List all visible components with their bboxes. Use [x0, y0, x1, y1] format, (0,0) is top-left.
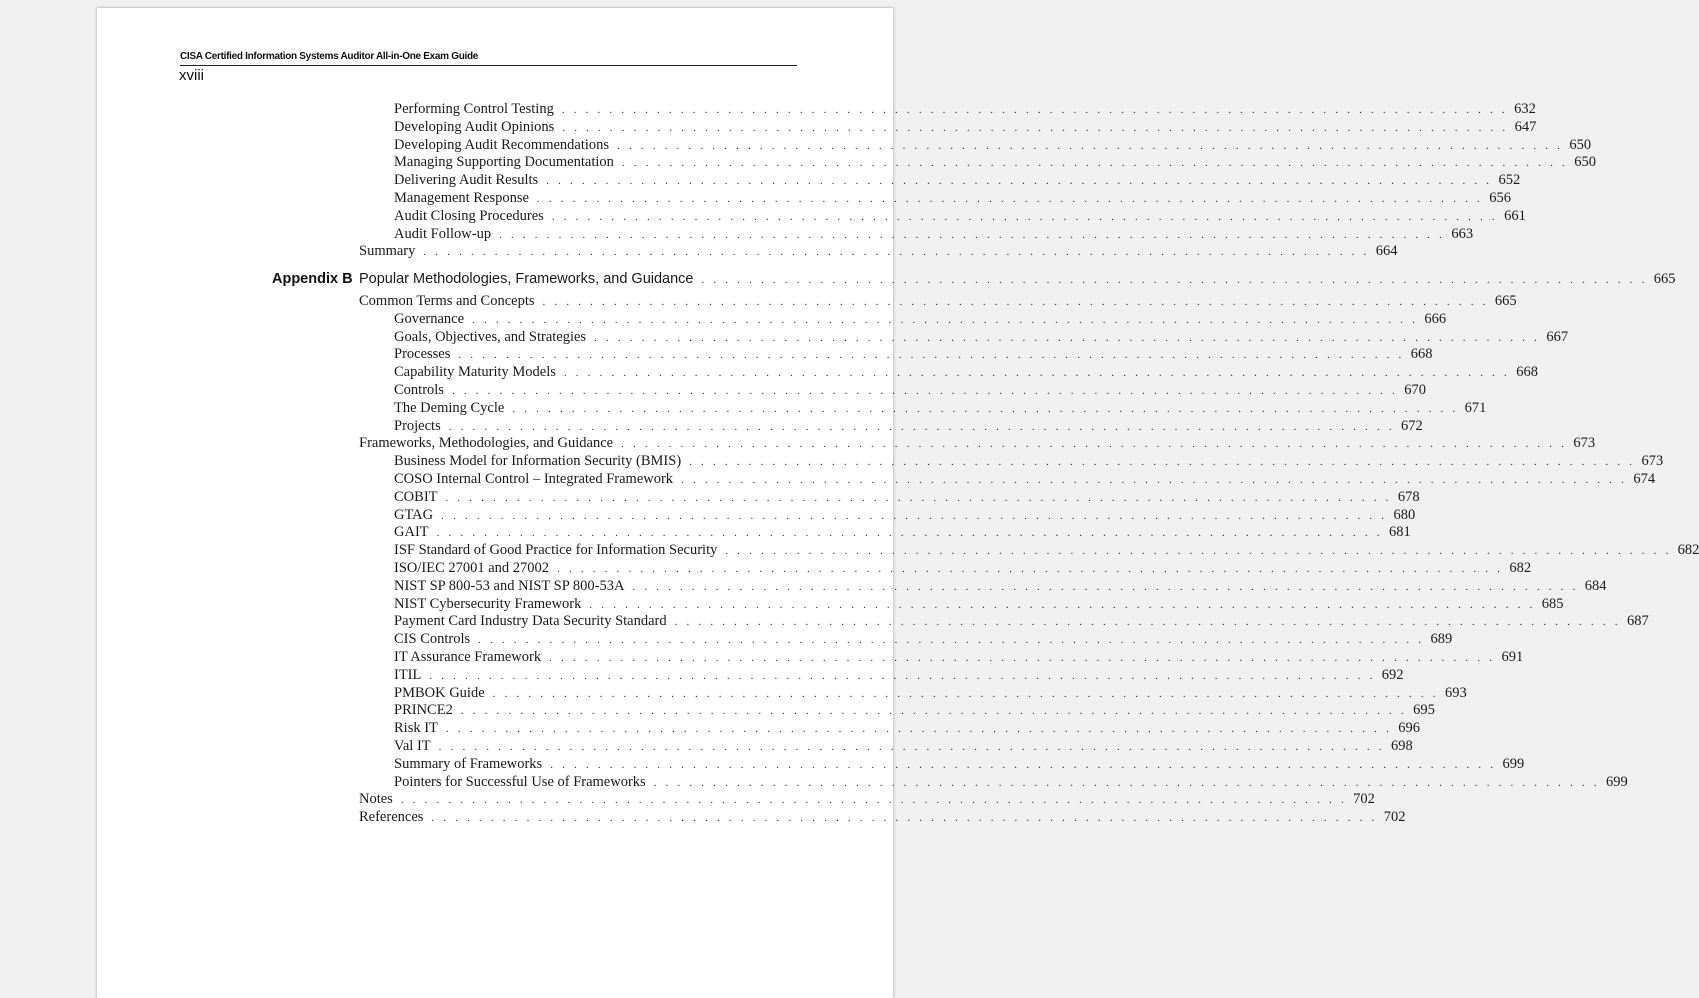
toc-entry [97, 434, 1596, 452]
toc-entry [97, 541, 1699, 559]
toc-entry [97, 737, 1413, 755]
toc-entry-title: Val IT [394, 738, 431, 754]
toc-entry-title: PRINCE2 [394, 702, 453, 718]
toc-entry-title: Notes [359, 791, 393, 807]
toc-entry [97, 417, 1423, 435]
leader-dots: . . . . . . . . . . . . . . . . . . . . . . . . . . . . . . . . . . . . . . . . . . . . . . . . . . . . . . . . . . . . . . . . . . . . . . . . . . . . . . . . [448, 421, 1395, 433]
toc-entry-page: 656 [1489, 190, 1511, 206]
toc-entry-title: Processes [394, 346, 451, 362]
toc-entry-page: 685 [1541, 596, 1564, 612]
toc-entry-title: Frameworks, Methodologies, and Guidance [359, 435, 614, 451]
toc-entry-title: ITIL [394, 667, 422, 683]
toc-entry [97, 506, 1416, 524]
toc-entry-title: The Deming Cycle [394, 400, 505, 416]
appendix-page: 665 [1653, 271, 1676, 287]
toc-entry-title: Audit Follow-up [394, 226, 492, 242]
toc-entry-title: ISO/IEC 27001 and 27002 [394, 560, 550, 576]
leader-dots: . . . . . . . . . . . . . . . . . . . . . . . . . . . . . . . . . . . . . . . . . . . . . . . . . . . . . . . . . . . . . . . . . . . . . . . . . . . . . . . . [438, 741, 1385, 753]
toc-entry [97, 328, 1569, 346]
toc-entry [97, 808, 1406, 826]
appendix-heading [97, 270, 1676, 288]
toc-entry-title: References [359, 809, 424, 825]
leader-dots: . . . . . . . . . . . . . . . . . . . . . . . . . . . . . . . . . . . . . . . . . . . . . . . . . . . . . . . . . . . . . . . . . . . . . . . . . . . . . . . . [594, 332, 1541, 344]
toc-entry-title: Audit Closing Procedures [394, 208, 544, 224]
toc-entry-title: Performing Control Testing [394, 101, 554, 117]
toc-entry-title: Governance [394, 311, 465, 327]
toc-entry [97, 381, 1427, 399]
toc-entry [97, 399, 1487, 417]
toc-entry [97, 153, 1596, 171]
toc-entry-page: 632 [1514, 101, 1536, 117]
leader-dots: . . . . . . . . . . . . . . . . . . . . . . . . . . . . . . . . . . . . . . . . . . . . . . . . . . . . . . . . . . . . . . . . . . . . . . . . . . . . . . . . [536, 193, 1483, 205]
toc-entry [97, 773, 1628, 791]
toc-entry [97, 189, 1511, 207]
toc-entry-title: COBIT [394, 489, 438, 505]
leader-dots: . . . . . . . . . . . . . . . . . . . . . . . . . . . . . . . . . . . . . . . . . . . . . . . . . . . . . . . . . . . . . . . . . . . . . . . . . . . . . . . . [445, 492, 1392, 504]
leader-dots: . . . . . . . . . . . . . . . . . . . . . . . . . . . . . . . . . . . . . . . . . . . . . . . . . . . . . . . . . . . . . . . . . . . . . . . . . . . . . . . . [472, 314, 1419, 326]
toc-entry-page: 682 [1509, 560, 1532, 576]
toc-entry-title: NIST Cybersecurity Framework [394, 596, 582, 612]
toc-entry [97, 790, 1375, 808]
leader-dots: . . . . . . . . . . . . . . . . . . . . . . . . . . . . . . . . . . . . . . . . . . . . . . . . . . . . . . . . . . . . . . . . . . . . . . . . . . . . . . . . [621, 157, 1568, 169]
toc-entry [97, 470, 1656, 488]
toc-entry-page: 678 [1397, 489, 1420, 505]
toc-entry-title: NIST SP 800-53 and NIST SP 800-53A [394, 578, 625, 594]
toc-entry-page: 684 [1584, 578, 1607, 594]
leader-dots: . . . . . . . . . . . . . . . . . . . . . . . . . . . . . . . . . . . . . . . . . . . . . . . . . . . . . . . . . . . . . . . . . . . . . . . . . . . . . . . . [429, 670, 1376, 682]
toc-entry-page: 691 [1501, 649, 1524, 665]
toc-entry [97, 755, 1525, 773]
toc-entry-page: 668 [1410, 346, 1433, 362]
leader-dots: . . . . . . . . . . . . . . . . . . . . . . . . . . . . . . . . . . . . . . . . . . . . . . . . . . . . . . . . . . . . . . . . . . . . . . . . . . . . . . . . [689, 456, 1636, 468]
leader-dots: . . . . . . . . . . . . . . . . . . . . . . . . . . . . . . . . . . . . . . . . . . . . . . . . . . . . . . . . . . . . . . . . . . . . . . . . . . . . . . . . [617, 140, 1564, 152]
leader-dots: . . . . . . . . . . . . . . . . . . . . . . . . . . . . . . . . . . . . . . . . . . . . . . . . . . . . . . . . . . . . . . . . . . . . . . . . . . . . . . . . [549, 652, 1496, 664]
leader-dots: . . . . . . . . . . . . . . . . . . . . . . . . . . . . . . . . . . . . . . . . . . . . . . . . . . . . . . . . . . . . . . . . . . . . . . . . . . . . . . . . [621, 438, 1568, 450]
toc-entry [97, 171, 1521, 189]
toc-entry-title: Goals, Objectives, and Strategies [394, 329, 587, 345]
toc-entry [97, 666, 1404, 684]
toc-entry-page: 681 [1388, 524, 1411, 540]
toc-entry-page: 674 [1633, 471, 1656, 487]
toc-entry-page: 702 [1353, 791, 1375, 807]
leader-dots: . . . . . . . . . . . . . . . . . . . . . . . . . . . . . . . . . . . . . . . . . . . . . . . . . . . . . . . . . . . . . . . . . . . . . . . . . . . . . . . . [551, 211, 1498, 223]
toc-entry-page: 652 [1498, 172, 1521, 188]
toc-entry-page: 698 [1390, 738, 1413, 754]
toc-entry-page: 663 [1451, 226, 1474, 242]
appendix-title: Popular Methodologies, Frameworks, and Guidance [359, 271, 694, 287]
toc-entry [97, 292, 1517, 310]
toc-entry [97, 684, 1467, 702]
toc-entry-page: 682 [1677, 542, 1699, 558]
leader-dots: . . . . . . . . . . . . . . . . . . . . . . . . . . . . . . . . . . . . . . . . . . . . . . . . . . . . . . . . . . . . . . . . . . . . . . . . . . . . . . . . [460, 705, 1407, 717]
toc-entry-title: Capability Maturity Models [394, 364, 556, 380]
leader-dots: . . . . . . . . . . . . . . . . . . . . . . . . . . . . . . . . . . . . . . . . . . . . . . . . . . . . . . . . . . . . . . . . . . . . . . . . . . . . . . . . [512, 403, 1459, 415]
header-rule [180, 65, 797, 66]
toc-entry-title: Pointers for Successful Use of Frameworks [394, 774, 646, 790]
leader-dots: . . . . . . . . . . . . . . . . . . . . . . . . . . . . . . . . . . . . . . . . . . . . . . . . . . . . . . . . . . . . . . . . . . . . . . . . . . . . . . . . [632, 581, 1579, 593]
toc-entry-page: 650 [1574, 154, 1596, 170]
leader-dots: . . . . . . . . . . . . . . . . . . . . . . . . . . . . . . . . . . . . . . . . . . . . . . . . . . . . . . . . . . . . . . . . . . . . . . . . . . . . . . . . [681, 474, 1628, 486]
toc-entry-page: 687 [1626, 613, 1649, 629]
toc-entry-page: 699 [1606, 774, 1628, 790]
toc-entry-title: Summary [359, 243, 416, 259]
toc-entry-title: ISF Standard of Good Practice for Information Security [394, 542, 718, 558]
toc-entry-title: Summary of Frameworks [394, 756, 543, 772]
toc-entry [97, 345, 1433, 363]
toc-entry [97, 701, 1435, 719]
toc-entry-title: Management Response [394, 190, 529, 206]
document-page [97, 8, 1699, 998]
leader-dots: . . . . . . . . . . . . . . . . . . . . . . . . . . . . . . . . . . . . . . . . . . . . . . . . . . . . . . . . . . . . . . . . . . . . . . . . . . . . . . . . [423, 246, 1370, 258]
running-header-title: CISA Certified Information Systems Auditor All-in-One Exam Guide [180, 51, 479, 62]
toc-entry-title: Payment Card Industry Data Security Standard [394, 613, 667, 629]
toc-entry [97, 577, 1607, 595]
toc-entry-title: Delivering Audit Results [394, 172, 539, 188]
leader-dots: . . . . . . . . . . . . . . . . . . . . . . . . . . . . . . . . . . . . . . . . . . . . . . . . . . . . . . . . . . . . . . . . . . . . . . . . . . . . . . . . [674, 616, 1621, 628]
toc-entry [97, 559, 1532, 577]
toc-entry [97, 225, 1474, 243]
leader-dots: . . . . . . . . . . . . . . . . . . . . . . . . . . . . . . . . . . . . . . . . . . . . . . . . . . . . . . . . . . . . . . . . . . . . . . . . . . . . . . . . [492, 688, 1439, 700]
toc-entry-page: 672 [1401, 418, 1423, 434]
leader-dots: . . . . . . . . . . . . . . . . . . . . . . . . . . . . . . . . . . . . . . . . . . . . . . . . . . . . . . . . . . . . . . . . . . . . . . . . . . . . . . . . [653, 777, 1600, 789]
toc-entry-page: 692 [1381, 667, 1404, 683]
toc-entry [97, 612, 1649, 630]
toc-entry [97, 648, 1524, 666]
leader-dots: . . . . . . . . . . . . . . . . . . . . . . . . . . . . . . . . . . . . . . . . . . . . . . . . . . . . . . . . . . . . . . . . . . . . . . . . . . . . . . . . [701, 274, 1648, 286]
toc-entry-title: GAIT [394, 524, 429, 540]
toc-entry-title: Common Terms and Concepts [359, 293, 535, 309]
toc-entry-page: 661 [1504, 208, 1526, 224]
toc-entry [97, 630, 1453, 648]
toc-entry-page: 670 [1404, 382, 1427, 398]
toc-entry-title: Risk IT [394, 720, 438, 736]
leader-dots: . . . . . . . . . . . . . . . . . . . . . . . . . . . . . . . . . . . . . . . . . . . . . . . . . . . . . . . . . . . . . . . . . . . . . . . . . . . . . . . . [436, 527, 1383, 539]
toc-entry [97, 719, 1420, 737]
toc-entry-page: 695 [1413, 702, 1435, 718]
leader-dots: . . . . . . . . . . . . . . . . . . . . . . . . . . . . . . . . . . . . . . . . . . . . . . . . . . . . . . . . . . . . . . . . . . . . . . . . . . . . . . . . [445, 723, 1392, 735]
toc-entry-page: 702 [1383, 809, 1406, 825]
toc-entry [97, 595, 1564, 613]
toc-entry-title: Developing Audit Opinions [394, 119, 555, 135]
leader-dots: . . . . . . . . . . . . . . . . . . . . . . . . . . . . . . . . . . . . . . . . . . . . . . . . . . . . . . . . . . . . . . . . . . . . . . . . . . . . . . . . [400, 794, 1347, 806]
toc-entry-page: 673 [1573, 435, 1596, 451]
toc-entry-page: 666 [1424, 311, 1447, 327]
toc-entry [97, 136, 1592, 154]
toc-entry-title: CIS Controls [394, 631, 471, 647]
toc-entry-title: Developing Audit Recommendations [394, 137, 610, 153]
toc-entry [97, 488, 1420, 506]
toc-entry [97, 523, 1411, 541]
toc-entry-title: GTAG [394, 507, 434, 523]
leader-dots: . . . . . . . . . . . . . . . . . . . . . . . . . . . . . . . . . . . . . . . . . . . . . . . . . . . . . . . . . . . . . . . . . . . . . . . . . . . . . . . . [431, 812, 1378, 824]
page-number: xviii [179, 67, 204, 84]
toc-entry-page: 647 [1514, 119, 1537, 135]
leader-dots: . . . . . . . . . . . . . . . . . . . . . . . . . . . . . . . . . . . . . . . . . . . . . . . . . . . . . . . . . . . . . . . . . . . . . . . . . . . . . . . . [557, 563, 1504, 575]
leader-dots: . . . . . . . . . . . . . . . . . . . . . . . . . . . . . . . . . . . . . . . . . . . . . . . . . . . . . . . . . . . . . . . . . . . . . . . . . . . . . . . . [478, 634, 1425, 646]
leader-dots: . . . . . . . . . . . . . . . . . . . . . . . . . . . . . . . . . . . . . . . . . . . . . . . . . . . . . . . . . . . . . . . . . . . . . . . . . . . . . . . . [725, 545, 1672, 557]
toc-entry-page: 665 [1494, 293, 1517, 309]
toc-entry-page: 689 [1430, 631, 1453, 647]
leader-dots: . . . . . . . . . . . . . . . . . . . . . . . . . . . . . . . . . . . . . . . . . . . . . . . . . . . . . . . . . . . . . . . . . . . . . . . . . . . . . . . . [499, 229, 1446, 241]
toc-entry-page: 699 [1502, 756, 1525, 772]
toc-entry [97, 207, 1526, 225]
leader-dots: . . . . . . . . . . . . . . . . . . . . . . . . . . . . . . . . . . . . . . . . . . . . . . . . . . . . . . . . . . . . . . . . . . . . . . . . . . . . . . . . [562, 122, 1509, 134]
leader-dots: . . . . . . . . . . . . . . . . . . . . . . . . . . . . . . . . . . . . . . . . . . . . . . . . . . . . . . . . . . . . . . . . . . . . . . . . . . . . . . . . [563, 367, 1510, 379]
leader-dots: . . . . . . . . . . . . . . . . . . . . . . . . . . . . . . . . . . . . . . . . . . . . . . . . . . . . . . . . . . . . . . . . . . . . . . . . . . . . . . . . [441, 510, 1388, 522]
leader-dots: . . . . . . . . . . . . . . . . . . . . . . . . . . . . . . . . . . . . . . . . . . . . . . . . . . . . . . . . . . . . . . . . . . . . . . . . . . . . . . . . [458, 349, 1405, 361]
toc-entry [97, 452, 1664, 470]
toc-entry-title: Business Model for Information Security (BMIS) [394, 453, 682, 469]
toc-entry-title: Projects [394, 418, 441, 434]
leader-dots: . . . . . . . . . . . . . . . . . . . . . . . . . . . . . . . . . . . . . . . . . . . . . . . . . . . . . . . . . . . . . . . . . . . . . . . . . . . . . . . . [561, 104, 1508, 116]
toc-entry-page: 671 [1464, 400, 1487, 416]
toc-entry-page: 693 [1444, 685, 1467, 701]
toc-entry [97, 100, 1536, 118]
toc-entry-page: 680 [1393, 507, 1416, 523]
leader-dots: . . . . . . . . . . . . . . . . . . . . . . . . . . . . . . . . . . . . . . . . . . . . . . . . . . . . . . . . . . . . . . . . . . . . . . . . . . . . . . . . [550, 759, 1497, 771]
toc-entry-page: 664 [1375, 243, 1398, 259]
toc-entry [97, 363, 1538, 381]
toc-entry-page: 650 [1569, 137, 1592, 153]
toc-entry [97, 310, 1447, 328]
leader-dots: . . . . . . . . . . . . . . . . . . . . . . . . . . . . . . . . . . . . . . . . . . . . . . . . . . . . . . . . . . . . . . . . . . . . . . . . . . . . . . . . [542, 296, 1489, 308]
appendix-label: Appendix B [272, 271, 353, 287]
toc-entry-page: 667 [1546, 329, 1569, 345]
toc-entry-title: PMBOK Guide [394, 685, 485, 701]
leader-dots: . . . . . . . . . . . . . . . . . . . . . . . . . . . . . . . . . . . . . . . . . . . . . . . . . . . . . . . . . . . . . . . . . . . . . . . . . . . . . . . . [451, 385, 1399, 397]
toc-entry [97, 118, 1537, 136]
toc-entry-title: Managing Supporting Documentation [394, 154, 614, 170]
toc-entry-title: Controls [394, 382, 444, 398]
toc-entry-page: 673 [1641, 453, 1664, 469]
leader-dots: . . . . . . . . . . . . . . . . . . . . . . . . . . . . . . . . . . . . . . . . . . . . . . . . . . . . . . . . . . . . . . . . . . . . . . . . . . . . . . . . [589, 599, 1536, 611]
toc-entry-page: 696 [1398, 720, 1420, 736]
toc-entry-title: IT Assurance Framework [394, 649, 542, 665]
leader-dots: . . . . . . . . . . . . . . . . . . . . . . . . . . . . . . . . . . . . . . . . . . . . . . . . . . . . . . . . . . . . . . . . . . . . . . . . . . . . . . . . [546, 175, 1493, 187]
toc-entry-title: COSO Internal Control – Integrated Framework [394, 471, 674, 487]
toc-entry [97, 242, 1398, 260]
toc-entry-page: 668 [1516, 364, 1538, 380]
